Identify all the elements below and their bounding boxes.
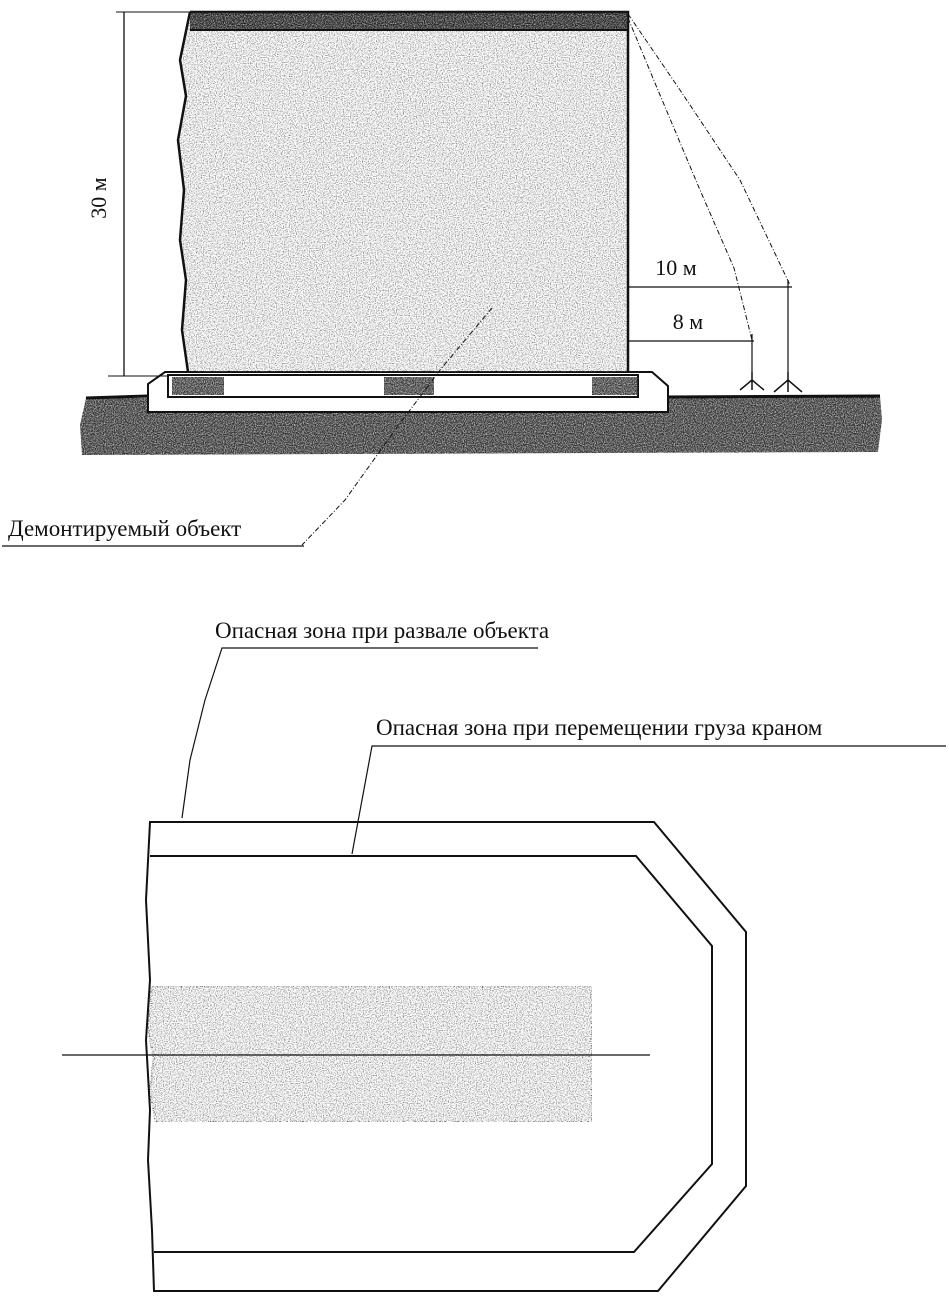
crane-zone-leader xyxy=(352,746,946,854)
tree-symbol-8m xyxy=(740,372,764,390)
zone-dimension-10m-label: 10 м xyxy=(655,255,697,280)
height-dimension-label: 30 м xyxy=(86,177,111,219)
object-label: Демонтируемый объект xyxy=(8,516,242,541)
fall-line-8m xyxy=(628,18,752,340)
fall-line-10m xyxy=(628,14,790,285)
plan-view xyxy=(62,618,946,1291)
elevation-view xyxy=(2,12,882,546)
footing-middle xyxy=(384,377,434,395)
footing-left xyxy=(172,377,224,395)
tree-symbol-10m xyxy=(774,372,802,392)
roof-band xyxy=(190,12,628,30)
collapse-zone-label: Опасная зона при развале объекта xyxy=(215,618,550,643)
building-body xyxy=(178,12,628,372)
building-plan xyxy=(148,986,592,1122)
zone-dimension-8m-label: 8 м xyxy=(672,309,704,334)
footing-right xyxy=(592,377,638,395)
crane-zone-label: Опасная зона при перемещении груза краном xyxy=(376,715,823,740)
